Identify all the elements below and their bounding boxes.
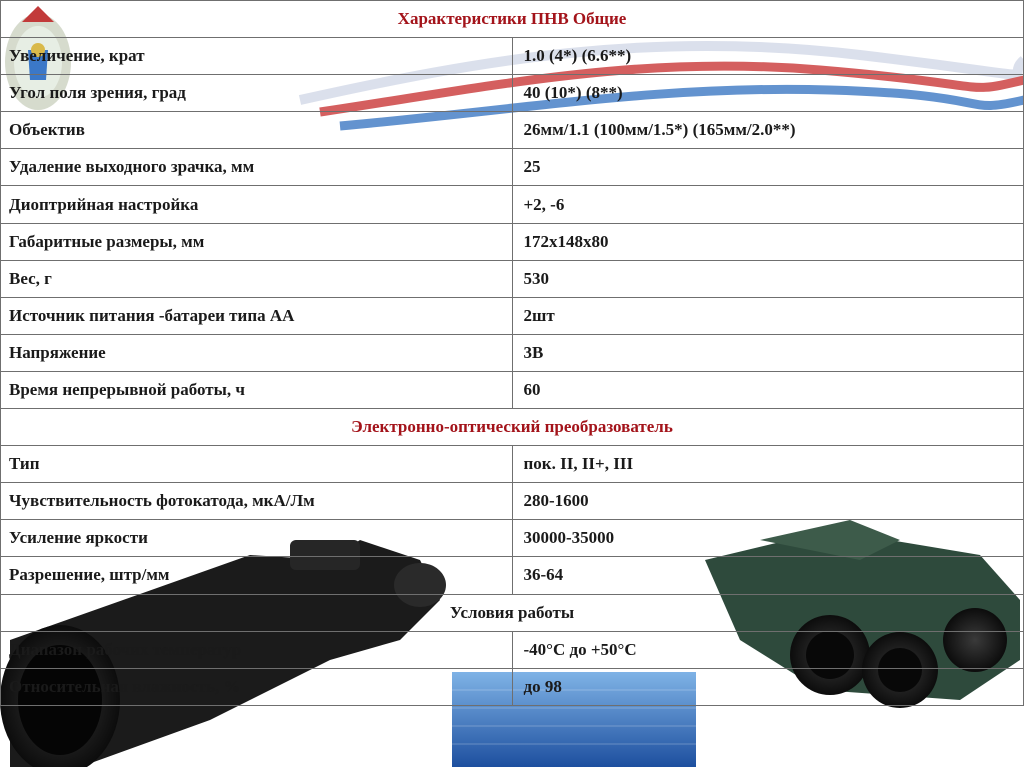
row-value: 36-64 (512, 557, 1024, 594)
row-value: 25 (512, 149, 1024, 186)
table-row (1, 631, 1024, 668)
section-title-conditions: Условия работы (1, 594, 1024, 631)
row-value: 280-1600 (512, 483, 1024, 520)
table-row (1, 668, 1024, 705)
row-value: 530 (512, 260, 1024, 297)
table-row (1, 446, 1024, 483)
row-label: Тип (1, 446, 513, 483)
row-label: Усиление яркости (1, 520, 513, 557)
row-value: +2, -6 (512, 186, 1024, 223)
table-row (1, 260, 1024, 297)
row-label: Удаление выходного зрачка, мм (1, 149, 513, 186)
row-value: 3В (512, 334, 1024, 371)
row-label: Время непрерывной работы, ч (1, 371, 513, 408)
row-label: Разрешение, штр/мм (1, 557, 513, 594)
table-row (1, 75, 1024, 112)
table-row (1, 186, 1024, 223)
table-row (1, 371, 1024, 408)
table-row (1, 38, 1024, 75)
table-row (1, 112, 1024, 149)
table-row (1, 334, 1024, 371)
row-label: Напряжение (1, 334, 513, 371)
row-label: Относительная влажность, % (1, 668, 513, 705)
section-header-row (1, 409, 1024, 446)
table-row (1, 149, 1024, 186)
row-value: 60 (512, 371, 1024, 408)
row-label: Объектив (1, 112, 513, 149)
table-row (1, 483, 1024, 520)
table-title: Характеристики ПНВ Общие (1, 1, 1024, 38)
row-value: до 98 (512, 668, 1024, 705)
row-label: Угол поля зрения, град (1, 75, 513, 112)
row-value: 1.0 (4*) (6.6**) (512, 38, 1024, 75)
row-label: Увеличение, крат (1, 38, 513, 75)
table-row (1, 297, 1024, 334)
row-value: 40 (10*) (8**) (512, 75, 1024, 112)
row-label: Диапазон рабочих температур (1, 631, 513, 668)
row-value: 26мм/1.1 (100мм/1.5*) (165мм/2.0**) (512, 112, 1024, 149)
row-value: -40°С до +50°С (512, 631, 1024, 668)
row-label: Источник питания -батареи типа АА (1, 297, 513, 334)
row-label: Диоптрийная настройка (1, 186, 513, 223)
table-row (1, 223, 1024, 260)
table-row (1, 557, 1024, 594)
table-row (1, 520, 1024, 557)
row-value: 2шт (512, 297, 1024, 334)
row-value: 30000-35000 (512, 520, 1024, 557)
section-header-row (1, 594, 1024, 631)
row-value: пок. II, II+, III (512, 446, 1024, 483)
section-title-converter: Электронно-оптический преобразователь (1, 409, 1024, 446)
row-label: Вес, г (1, 260, 513, 297)
row-label: Габаритные размеры, мм (1, 223, 513, 260)
row-value: 172x148x80 (512, 223, 1024, 260)
table-title-row (1, 1, 1024, 38)
row-label: Чувствительность фотокатода, мкА/Лм (1, 483, 513, 520)
